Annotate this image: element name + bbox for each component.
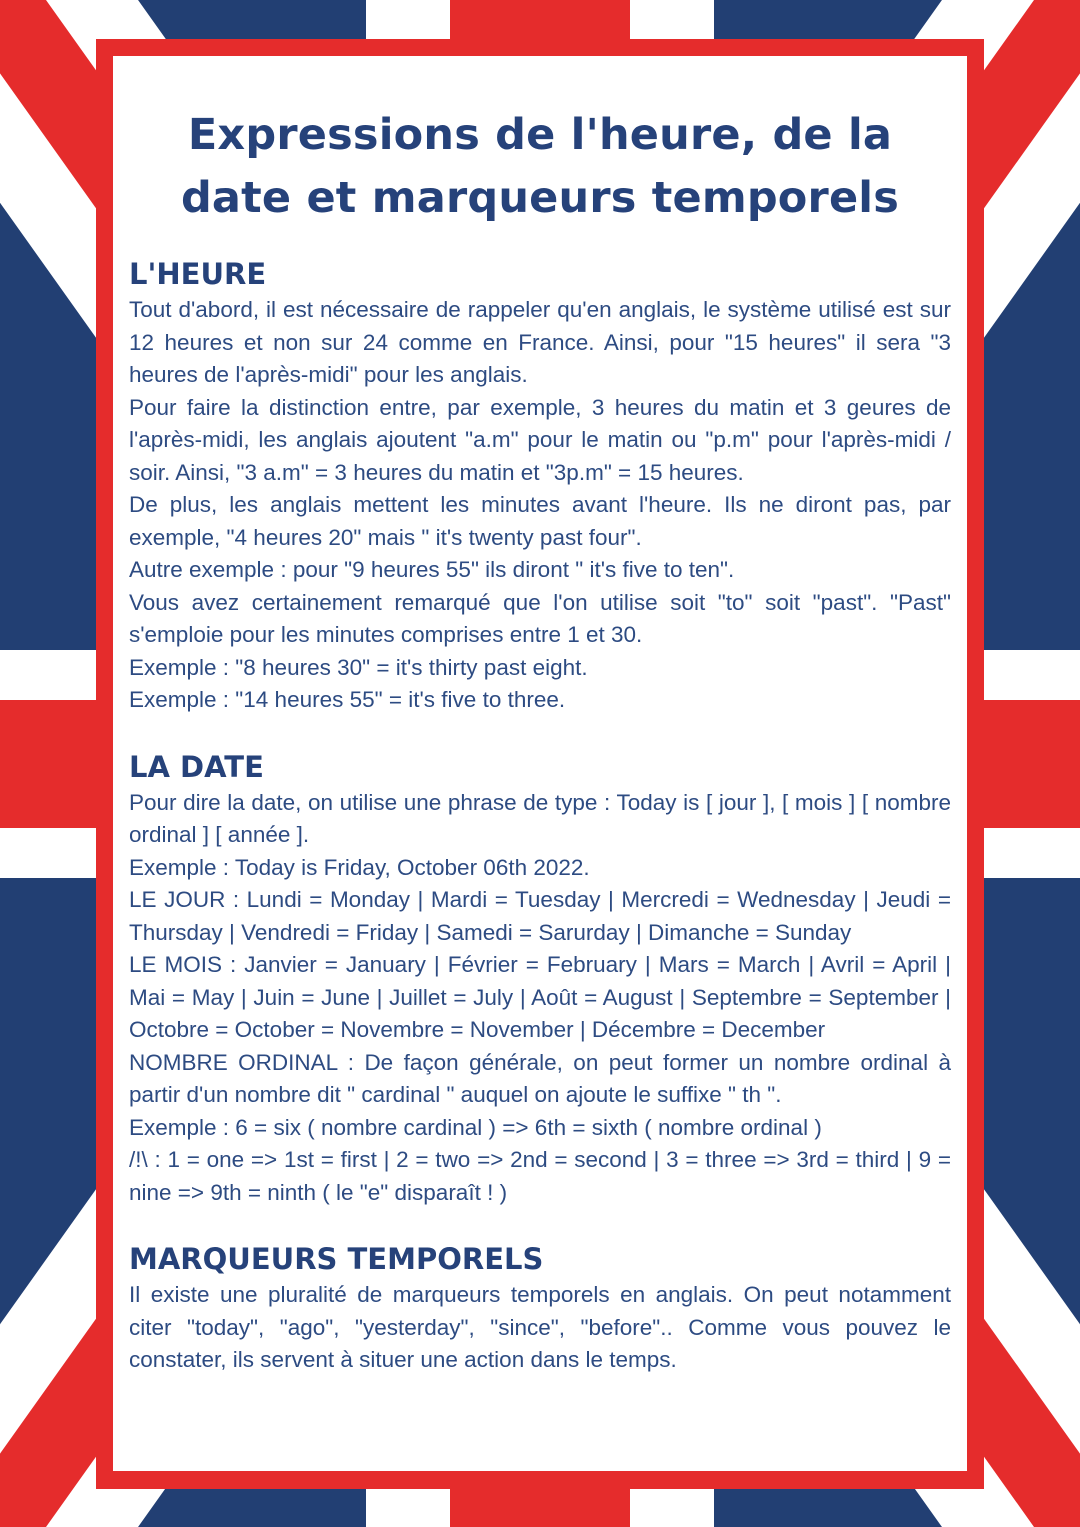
section-heure [129,254,951,717]
paragraph: De plus, les anglais mettent les minutes avant l'heure. Ils ne diront pas, par exemple, "4 heures 20" mais " it's twenty past four". [129,492,951,550]
paragraph: Pour dire la date, on utilise une phrase de type : Today is [ jour ], [ mois ] [ nombre ordinal ] [ année ]. [129,789,951,847]
section-marqueurs [129,1239,951,1377]
section-spacer [129,1209,951,1239]
paragraph: /!\ : 1 = one => 1st = first | 2 = two => 2nd = second | 3 = three => 3rd = third | 9 = nine => 9th = ninth ( le "e" disparaît ! ) [129,1147,951,1205]
paragraph: Pour faire la distinction entre, par exemple, 3 heures du matin et 3 geures de l'après-midi, les anglais ajoutent "a.m" pour le matin ou "p.m" pour l'après-midi / soir. Ainsi, "3 a.m" = 3 heures du matin et "3p.m" = 15 heures. [129,394,951,485]
section-heading: MARQUEURS TEMPORELS [129,1242,544,1276]
title-line-1: Expressions de l'heure, de la [187,110,893,160]
section-heading: L'HEURE [129,257,267,291]
section-heading: LA DATE [129,749,264,784]
paragraph: LE MOIS : Janvier = January | Février = February | Mars = March | Avril = April | Mai = May | Juin = June | Juillet = July | Août = August | Septembre = September | Octobre = October = Novembre = November | Décembre = December [129,952,951,1042]
paragraph: Exemple : "14 heures 55" = it's five to three. [129,687,566,712]
paragraph: Vous avez certainement remarqué que l'on utilise soit "to" soit "past". "Past" s'emploie pour les minutes comprises entre 1 et 30. [129,589,951,647]
section-spacer [129,717,951,747]
paragraph: Il existe une pluralité de marqueurs temporels en anglais. On peut notamment citer "today", "ago", "yesterday", "since", "before".. Comme vous pouvez le constater, ils servent à situer une action dans le temps. [129,1282,951,1372]
page-title [113,104,967,230]
paragraph: Exemple : "8 heures 30" = it's thirty past eight. [129,654,588,680]
paragraph: NOMBRE ORDINAL : De façon générale, on peut former un nombre ordinal à partir d'un nombre dit " cardinal " auquel on ajoute le suffixe " th ". [129,1049,951,1107]
section-date [129,747,951,1210]
paragraph: Exemple : 6 = six ( nombre cardinal ) => 6th = sixth ( nombre ordinal ) [129,1114,822,1140]
paragraph: Exemple : Today is Friday, October 06th 2022. [129,854,590,880]
document-body [129,254,951,1377]
paragraph: Autre exemple : pour "9 heures 55" ils diront " it's five to ten". [129,557,735,582]
title-line-2: date et marqueurs temporels [180,173,900,223]
paragraph: LE JOUR : Lundi = Monday | Mardi = Tuesday | Mercredi = Wednesday | Jeudi = Thursday | Vendredi = Friday | Samedi = Sarurday | Dimanche = Sunday [129,887,951,945]
paragraph: Tout d'abord, il est nécessaire de rappeler qu'en anglais, le système utilisé est sur 12 heures et non sur 24 comme en France. Ainsi, pour "15 heures" il sera "3 heures de l'après-midi" pour les anglais. [129,297,951,387]
